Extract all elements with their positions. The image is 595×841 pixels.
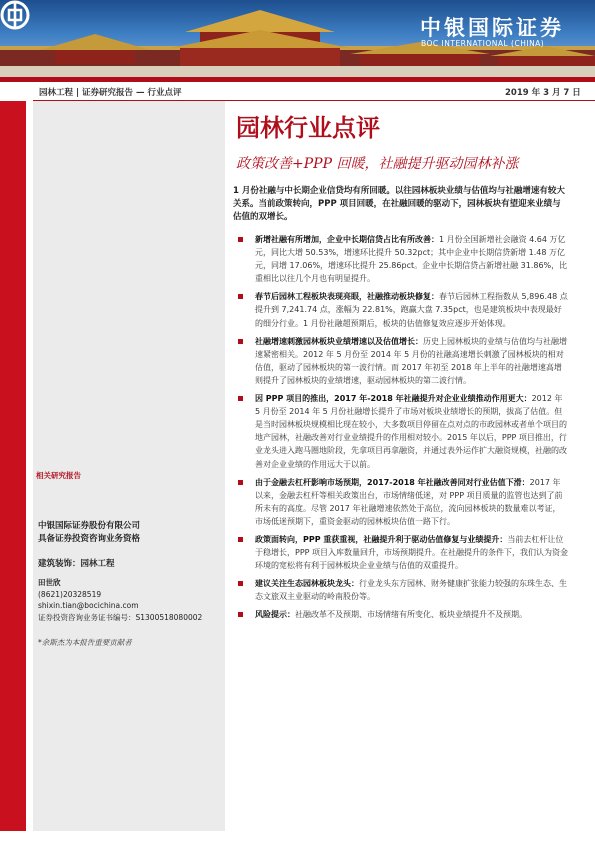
bullet-lead: 风险提示： [255, 610, 295, 620]
bullet-lead: 由于金融去杠杆影响市场预期，2017-2018 年社融改善同对行业估值下滑： [255, 477, 530, 487]
related-reports-label: 相关研究报告 [36, 471, 81, 480]
brand-name: 中银国际证券 [420, 16, 564, 40]
bullet-square-icon [238, 237, 243, 242]
bullet-lead: 新增社融有所增加，企业中长期信贷占比有所改善： [255, 235, 439, 244]
bullet-text: 历史上园林板块的业绩与估值均与社融增速紧密相关。2012 年 5 月份至 2014 年 5 月份的社融高速增长刺激了园林板块的相对估值，驱动了园林板块的第一波行情。而 2017 年初至 2018 年上半年的社融增速高增则提升了园林板块的业绩增速，驱动园林板块的第二波行情。 [255, 336, 567, 385]
company-qualification: 具备证券投资咨询业务资格 [38, 534, 141, 544]
bullet-lead: 社融增速刺激园林板块业绩增速以及估值增长： [255, 336, 423, 346]
contributor-note: *余斯杰为本报告重要贡献者 [38, 638, 132, 647]
header-divider [0, 77, 595, 82]
breadcrumb-bar [33, 84, 595, 101]
sidebar-panel [33, 101, 225, 831]
side-accent-strip [0, 101, 26, 831]
list-item [238, 233, 568, 285]
report-date: 2019 年 3 月 7 日 [505, 88, 581, 98]
bullet-text: 2017 年以来，金融去杠杆等相关政策出台，市场情绪低迷，对 PPP 项目质量的监管也达到了前所未有的高度。尽管 2017 年社融增速依然处于高位，流向园林板块的数量难以考证，市场低迷预期下，重资金驱动的园林板块估值一路下行。 [255, 477, 563, 526]
analyst-license: 证券投资咨询业务证书编号：S1300518080002 [38, 612, 203, 622]
bullet-text: 当前去杠杆让位于稳增长，PPP 项目入库数量回升，市场预期提升。在社融提升的条件下，我们认为资金环境的宽松将有利于园林板块企业业绩与估值的双重提升。 [255, 534, 569, 571]
bullet-text: 1 月份全国新增社会融资 4.64 万亿元，同比大增 50.53%，增速环比提升 50.32pct；其中企业中长期信贷新增 1.48 万亿元，同增 17.06%，增速环比提升 25.86pct。企业中长期信贷占新增社融 31.86%，比重相比以往几个月也有明显提升。 [255, 235, 568, 284]
analyst-email[interactable]: shixin.tian@bocichina.com [38, 601, 139, 610]
brand-name-english: BOC INTERNATIONAL (CHINA) [421, 39, 545, 48]
bullet-square-icon [238, 339, 243, 344]
bullet-lead: 建议关注生态园林板块龙头： [255, 579, 359, 589]
bullet-square-icon [238, 537, 243, 542]
page-subtitle: 政策改善+PPP 回暖，社融提升驱动园林补涨 [236, 156, 519, 172]
list-item [238, 335, 568, 387]
list-item [238, 290, 568, 329]
bullet-square-icon [238, 581, 243, 586]
analyst-name: 田世欣 [38, 578, 61, 587]
bullet-square-icon [238, 480, 243, 485]
bullet-square-icon [238, 612, 243, 617]
list-item [238, 577, 568, 603]
bullet-square-icon [238, 294, 243, 299]
header-banner [0, 0, 595, 77]
bullet-text: 2012 年 5 月份至 2014 年 5 月份社融增长提升了市场对板块业绩增长的预期，拔高了估值。但是当时园林板块规模相比现在较小，大多数项目停留在点对点的市政园林或者单个项目的地产园林，社融改善对行业业绩提升的作用相对较小。2015 年以后，PPP 项目推出，行业龙头进入跑马圈地阶段，先拿项目再拿融资，并通过表外运作扩大融资规模，社融的改善对企业业绩的作用远大于以前。 [255, 394, 567, 469]
bullet-text: 社融改革不及预期、市场情绪有所变化、板块业绩提升不及预期。 [295, 610, 527, 620]
key-points-list [238, 233, 568, 627]
analyst-phone: (8621)20328519 [38, 589, 102, 599]
summary-paragraph: 1 月份社融与中长期企业信贷均有所回暖。以往园林板块业绩与估值均与社融增速有较大关系。当前政策转向，PPP 项目回暖，在社融回暖的驱动下，园林板块有望迎来业绩与估值的双增长。 [233, 186, 565, 222]
bullet-square-icon [238, 396, 243, 401]
list-item [238, 533, 568, 572]
list-item [238, 476, 568, 528]
bullet-text: 行业龙头东方园林、财务健康扩张能力较强的东珠生态、生态文旅双主业驱动的岭南股份等。 [255, 579, 567, 602]
list-item [238, 608, 568, 621]
page-title: 园林行业点评 [236, 113, 380, 142]
company-block [38, 520, 140, 546]
analyst-sector: 建筑装饰：园林工程 [38, 559, 115, 569]
bullet-lead: 因 PPP 项目的推出，2017 年-2018 年社融提升对企业业绩推动作用更大： [255, 394, 532, 404]
list-item [238, 392, 568, 471]
breadcrumb: 园林工程 | 证券研究报告 — 行业点评 [39, 88, 182, 98]
bullet-lead: 春节后园林工程板块表现亮眼，社融推动板块修复： [255, 292, 439, 302]
boc-logo-icon [0, 0, 30, 30]
company-name: 中银国际证券股份有限公司 [38, 521, 141, 531]
bullet-text: 春节后园林工程指数从 5,896.48 点提升到 7,241.74 点，涨幅为 22.81%，跑赢大盘 7.35pct，也是建筑板块中表现最好的细分行业。1 月份社融超预期后，板块的估值修复效应逐步开始体现。 [255, 292, 568, 328]
bullet-lead: 政策面转向，PPP 重获重视，社融提升利于驱动估值修复与业绩提升： [255, 534, 508, 544]
analyst-block [38, 577, 202, 623]
